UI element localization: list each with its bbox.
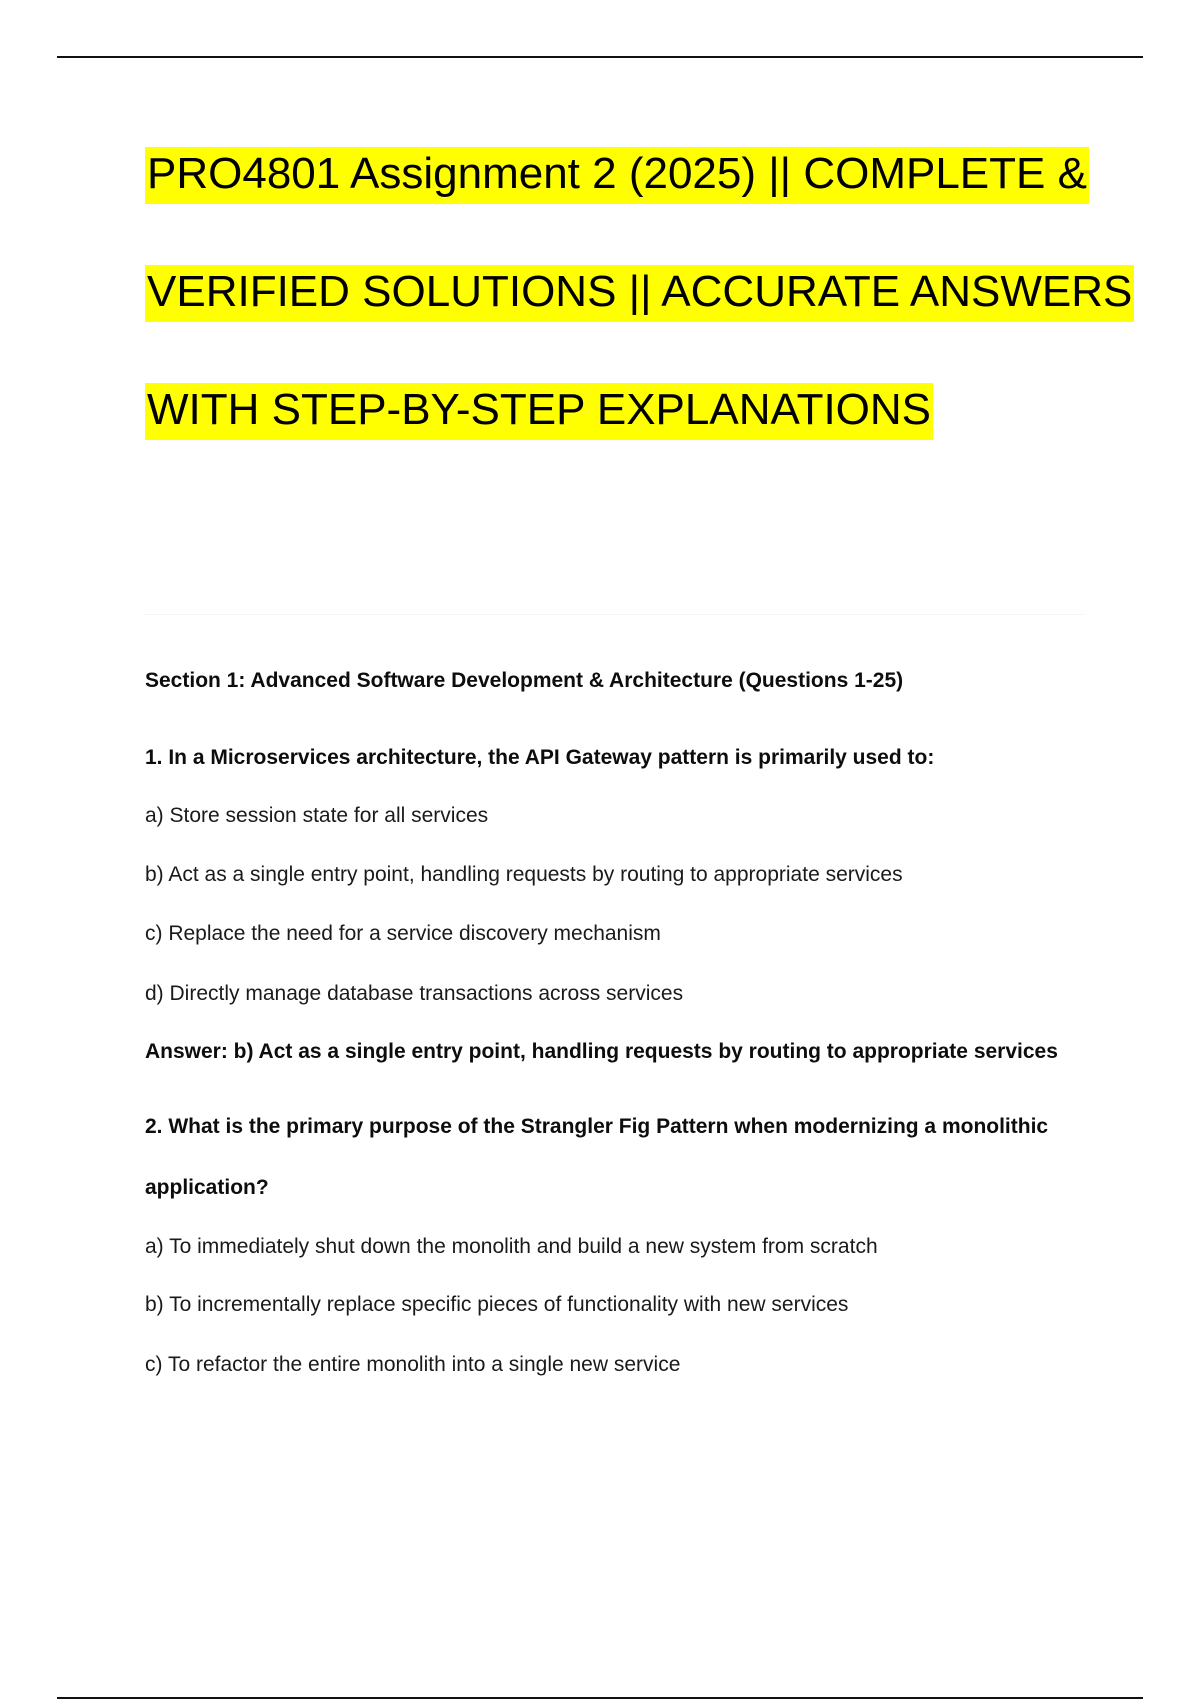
footer-rule [57, 1697, 1143, 1699]
header-rule [57, 56, 1143, 58]
question-1-text: 1. In a Microservices architecture, the API Gateway pattern is primarily used to: [145, 746, 935, 769]
question-1-option-c: c) Replace the need for a service discovery mechanism [145, 922, 661, 945]
question-2-option-a: a) To immediately shut down the monolith and build a new system from scratch [145, 1235, 878, 1258]
question-1-answer: Answer: b) Act as a single entry point, handling requests by routing to appropriate services [145, 1040, 1058, 1063]
section-heading: Section 1: Advanced Software Development & Architecture (Questions 1-25) [145, 669, 904, 692]
document-title-line-3 [145, 380, 933, 440]
question-2-text-line-2: application? [145, 1176, 269, 1199]
section-divider [145, 614, 1083, 615]
document-title-line-2 [145, 262, 1134, 322]
title-highlight: WITH STEP-BY-STEP EXPLANATIONS [145, 383, 933, 440]
document-title-line-1 [145, 144, 1089, 204]
question-2-text-line-1: 2. What is the primary purpose of the Strangler Fig Pattern when modernizing a monolithic [145, 1115, 1049, 1138]
title-highlight: VERIFIED SOLUTIONS || ACCURATE ANSWERS [145, 265, 1134, 322]
question-1-option-b: b) Act as a single entry point, handling requests by routing to appropriate services [145, 863, 903, 886]
question-2-option-c: c) To refactor the entire monolith into a single new service [145, 1353, 681, 1376]
title-highlight: PRO4801 Assignment 2 (2025) || COMPLETE & [145, 147, 1089, 204]
question-2-option-b: b) To incrementally replace specific pieces of functionality with new services [145, 1293, 849, 1316]
question-1-option-a: a) Store session state for all services [145, 804, 489, 827]
question-1-option-d: d) Directly manage database transactions across services [145, 982, 684, 1005]
